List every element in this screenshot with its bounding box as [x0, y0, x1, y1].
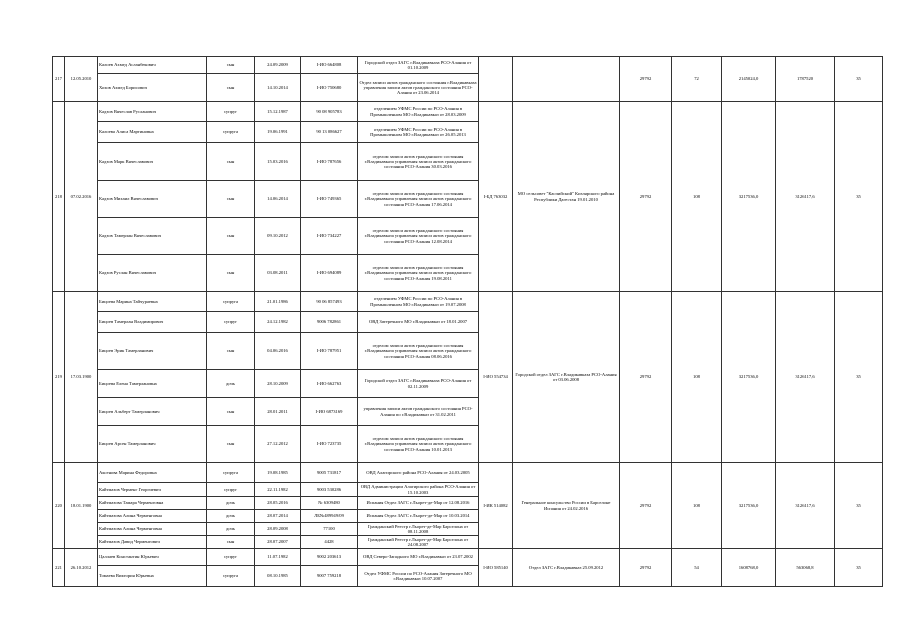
registry-sheet [52, 56, 883, 587]
member-relation: супруга [207, 122, 255, 143]
family-number: 221 [53, 549, 65, 587]
subsidy-amount: 1787520 [776, 57, 835, 102]
member-document-issued: Испания Отдел ЗАГС г.Льорет-де-Мар от 12.08.2016 [358, 497, 479, 510]
share-percent: 35 [835, 57, 883, 102]
registration-date: 12.05.2010 [65, 57, 98, 102]
subsidy-total: 3217536,0 [722, 102, 776, 292]
member-name: Хохов Ахмед Борисович [98, 74, 207, 102]
subsidy-total: 2145024,0 [722, 57, 776, 102]
member-relation: сын [207, 74, 255, 102]
member-name: Кадзов Тамерлан Вячеславович [98, 218, 207, 255]
member-birth-date: 04.06.2016 [255, 333, 301, 370]
marriage-certificate: I-ИО 554734 [479, 292, 513, 463]
cost-per-sqm: 29792 [620, 549, 672, 587]
member-name: Бицоева Елена Тамерлановна [98, 370, 207, 398]
marriage-certificate: I-ИК 514082 [479, 463, 513, 549]
table-row [53, 549, 883, 566]
member-name: Бицоев Альберт Тамерланович [98, 398, 207, 426]
member-birth-date: 28.01.2011 [255, 398, 301, 426]
member-document-issued: отделом записи актов гражданского состояния г.Владикавказа управления записи актов гражданского состояния РСО-Алания 30.03.2016 [358, 143, 479, 181]
member-name: Кайтмазов Давид Черменгович [98, 536, 207, 549]
member-name: Кайтмазова Алина Черменговна [98, 510, 207, 523]
member-document-issued: ОВД Алагирского района РСО-Алания от 24.03.2005 [358, 463, 479, 483]
member-document-issued: Гражданский Реестр г.Льорет-де-Мар Барселона от 08.11.2008 [358, 523, 479, 536]
cost-per-sqm: 29792 [620, 102, 672, 292]
member-document: I-ИО 6873169 [301, 398, 358, 426]
member-birth-date: 19.08.1985 [255, 463, 301, 483]
member-relation: дочь [207, 497, 255, 510]
member-name: Кайтмазова Тамара Черменговна [98, 497, 207, 510]
member-document-issued: отделом записи актов гражданского состояния г.Владикавказа управления записи актов гражданского состояния РСО-Алания 10.01.2013 [358, 426, 479, 463]
marriage-registry-office [513, 57, 620, 102]
member-document: I-ИО 787951 [301, 333, 358, 370]
member-name: Цаллаев Константин Юрьевич [98, 549, 207, 566]
member-birth-date: 15.12.1987 [255, 102, 301, 122]
table-row [53, 102, 883, 122]
member-name: Бицоев Арсен Тамерланович [98, 426, 207, 463]
member-document-issued: ОВД Затеречного МО г.Владикавказ от 18.01.2007 [358, 312, 479, 333]
member-document-issued: отделом записи актов гражданского состояния г.Владикавказа управления записи актов гражданского состояния РСО-Алания 12.08.2014 [358, 218, 479, 255]
member-document-issued: отделением УФМС России по РСО-Алания в Промышленном МО г.Владикавказ от 26.05.2013 [358, 122, 479, 143]
member-document: I-ИО 723735 [301, 426, 358, 463]
member-name: Аксенова Марина Федоровна [98, 463, 207, 483]
subsidy-total: 1608768,0 [722, 549, 776, 587]
family-registry-table [52, 56, 883, 587]
member-document-issued: Отдел УФМС России по РСО-Алания Затеречного МО г.Владикавказ 10.07.2007 [358, 566, 479, 587]
marriage-registry-office: Генеральное консульство России в Барселоне Испания от 24.02.2016 [513, 463, 620, 549]
subsidy-amount: 563068,8 [776, 549, 835, 587]
subsidy-amount: 3126117,6 [776, 463, 835, 549]
member-birth-date: 14.06.2014 [255, 181, 301, 218]
member-birth-date: 28.05.2016 [255, 497, 301, 510]
cost-per-sqm: 29792 [620, 463, 672, 549]
member-birth-date: 24.09.2009 [255, 57, 301, 74]
member-document-issued: Отдел записи актов гражданского состояния г.Владикавказа управления записи актов гражданского состояния РСО-Алания от 23.06.2014 [358, 74, 479, 102]
member-document-issued: Городской отдел ЗАГС г.Владикавказа РСО-Алания от 02.11.2009 [358, 370, 479, 398]
member-document: I-ИО 694089 [301, 255, 358, 292]
member-birth-date: 28.07.2014 [255, 510, 301, 523]
member-document-issued: отделом записи актов гражданского состояния г.Владикавказа управления записи актов гражданского состояния РСО-Алания 17.06.2014 [358, 181, 479, 218]
member-document: I-ИО 750680 [301, 74, 358, 102]
member-document: 90 08 905783 [301, 102, 358, 122]
member-document-issued: отделом записи актов гражданского состояния г.Владикавказа управления записи актов гражданского состояния РСО-Алания 08.06.2016 [358, 333, 479, 370]
member-relation: дочь [207, 523, 255, 536]
member-birth-date: 28.07.2007 [255, 536, 301, 549]
area-norm: 72 [672, 57, 722, 102]
member-document: № 6309480 [301, 497, 358, 510]
share-percent: 35 [835, 463, 883, 549]
member-birth-date: 03.08.2011 [255, 255, 301, 292]
member-name: Бицоев Тамерлан Владимирович [98, 312, 207, 333]
marriage-certificate: I-ИО 585140 [479, 549, 513, 587]
member-relation: дочь [207, 370, 255, 398]
member-birth-date: 14.10.2014 [255, 74, 301, 102]
member-name: Томаева Виктория Юрьевна [98, 566, 207, 587]
member-document: I-ИО 734227 [301, 218, 358, 255]
member-birth-date: 22.11.1982 [255, 483, 301, 497]
member-document: I-ИО 662763 [301, 370, 358, 398]
marriage-registry-office: МО сельсовет "Каспийский" Кизлярского района Республики Дагестан 19.01.2010 [513, 102, 620, 292]
cost-per-sqm: 29792 [620, 57, 672, 102]
member-relation: супруга [207, 566, 255, 587]
member-birth-date: 15.03.2016 [255, 143, 301, 181]
member-relation: сын [207, 143, 255, 181]
member-document-issued: ОВД Северо-Западного МО г.Владикавказ от 23.07.2002 [358, 549, 479, 566]
member-document: 4428 [301, 536, 358, 549]
subsidy-total: 3217536,0 [722, 292, 776, 463]
area-norm: 108 [672, 463, 722, 549]
area-norm: 108 [672, 292, 722, 463]
member-relation: сын [207, 181, 255, 218]
subsidy-total: 3217536,0 [722, 463, 776, 549]
member-document: I-ИО 749365 [301, 181, 358, 218]
member-name: Калоев Ахмед Асланбекович [98, 57, 207, 74]
member-document-issued: Городской отдел ЗАГС г.Владикавказа РСО-Алания от 01.10.2009 [358, 57, 479, 74]
subsidy-amount: 3126117,6 [776, 102, 835, 292]
member-document-issued: отделом записи актов гражданского состояния г.Владикавказа управления записи актов гражданского состояния РСО-Алания 19.08.2011 [358, 255, 479, 292]
member-document: 90 06 857493 [301, 292, 358, 312]
share-percent: 35 [835, 549, 883, 587]
member-document-issued: отделением УФМС России по РСО-Алания в Промышленном МО г.Владикавказ от 28.03.2009 [358, 102, 479, 122]
member-relation: сын [207, 255, 255, 292]
member-birth-date: 28.09.2008 [255, 523, 301, 536]
member-name: Кадзов Михаил Вячеславович [98, 181, 207, 218]
registration-date: 07.02.2016 [65, 102, 98, 292]
table-row [53, 57, 883, 74]
member-relation: сын [207, 398, 255, 426]
member-birth-date: 09.10.2012 [255, 218, 301, 255]
member-birth-date: 28.10.2009 [255, 370, 301, 398]
member-document: I-ИО 664808 [301, 57, 358, 74]
marriage-certificate [479, 57, 513, 102]
member-relation: супруг [207, 483, 255, 497]
family-number: 217 [53, 57, 65, 102]
member-relation: сын [207, 57, 255, 74]
cost-per-sqm: 29792 [620, 292, 672, 463]
member-relation: сын [207, 536, 255, 549]
member-name: Бицоев Эрик Тамерланович [98, 333, 207, 370]
subsidy-amount: 3126117,6 [776, 292, 835, 463]
family-number: 220 [53, 463, 65, 549]
member-document-issued: Гражданский Реестр г.Льорет-де-Мар Барселона от 24.08.2007 [358, 536, 479, 549]
member-birth-date: 21.01.1986 [255, 292, 301, 312]
member-document: I-ИО 787656 [301, 143, 358, 181]
member-name: Кайтмазова Алина Черменговна [98, 523, 207, 536]
member-document: ЛБ№489949/09 [301, 510, 358, 523]
member-relation: супруг [207, 102, 255, 122]
family-number: 219 [53, 292, 65, 463]
member-document: 90 13 086627 [301, 122, 358, 143]
member-relation: сын [207, 333, 255, 370]
member-relation: сын [207, 218, 255, 255]
member-name: Кадзов Вячеслав Русланович [98, 102, 207, 122]
table-row [53, 463, 883, 483]
member-name: Кадзов Марк Вячеславович [98, 143, 207, 181]
member-relation: супруга [207, 463, 255, 483]
area-norm: 108 [672, 102, 722, 292]
family-number: 218 [53, 102, 65, 292]
member-document: 9003 530286 [301, 483, 358, 497]
member-birth-date: 08.10.1985 [255, 566, 301, 587]
member-relation: супруг [207, 312, 255, 333]
member-birth-date: 11.07.1982 [255, 549, 301, 566]
member-document: 9006 782861 [301, 312, 358, 333]
member-document: 77100 [301, 523, 358, 536]
area-norm: 54 [672, 549, 722, 587]
member-document: 9005 731817 [301, 463, 358, 483]
registration-date: 26.10.2012 [65, 549, 98, 587]
member-birth-date: 27.12.2012 [255, 426, 301, 463]
share-percent: 35 [835, 292, 883, 463]
member-name: Бицоева Марина Тайчураевна [98, 292, 207, 312]
member-relation: дочь [207, 510, 255, 523]
member-document-issued: ОВД Администрации Алагирского района РСО-Алания от 15.10.2003 [358, 483, 479, 497]
member-document-issued: Испания Отдел ЗАГС г.Льорет-де-Мар от 10.03.2014 [358, 510, 479, 523]
member-relation: супруг [207, 549, 255, 566]
marriage-registry-office: Отдел ЗАГС г.Владикавказ 25.09.2012 [513, 549, 620, 587]
member-name: Кайтмазов Черменг Георгиевич [98, 483, 207, 497]
registration-date: 18.01.1900 [65, 463, 98, 549]
marriage-certificate: I-БД 763032 [479, 102, 513, 292]
member-relation: супруга [207, 292, 255, 312]
member-name: Кадзов Руслан Вячеславович [98, 255, 207, 292]
member-document-issued: отделением УФМС России по РСО-Алания в Промышленном МО г.Владикавказ от 19.07.2008 [358, 292, 479, 312]
member-birth-date: 24.12.1982 [255, 312, 301, 333]
share-percent: 35 [835, 102, 883, 292]
member-name: Калоева Алиса Мартиновна [98, 122, 207, 143]
member-birth-date: 19.06.1991 [255, 122, 301, 143]
table-row [53, 292, 883, 312]
member-document-issued: управления записи актов гражданского состояния РСО-Алания по г.Владикавказ от 31.02.2011 [358, 398, 479, 426]
member-document: 9007 759218 [301, 566, 358, 587]
marriage-registry-office: Городской отдел ЗАГС г.Владикавказа РСО-Алания от 03.06.2008 [513, 292, 620, 463]
member-document: 9002 203613 [301, 549, 358, 566]
member-relation: сын [207, 426, 255, 463]
registration-date: 17.03.1900 [65, 292, 98, 463]
